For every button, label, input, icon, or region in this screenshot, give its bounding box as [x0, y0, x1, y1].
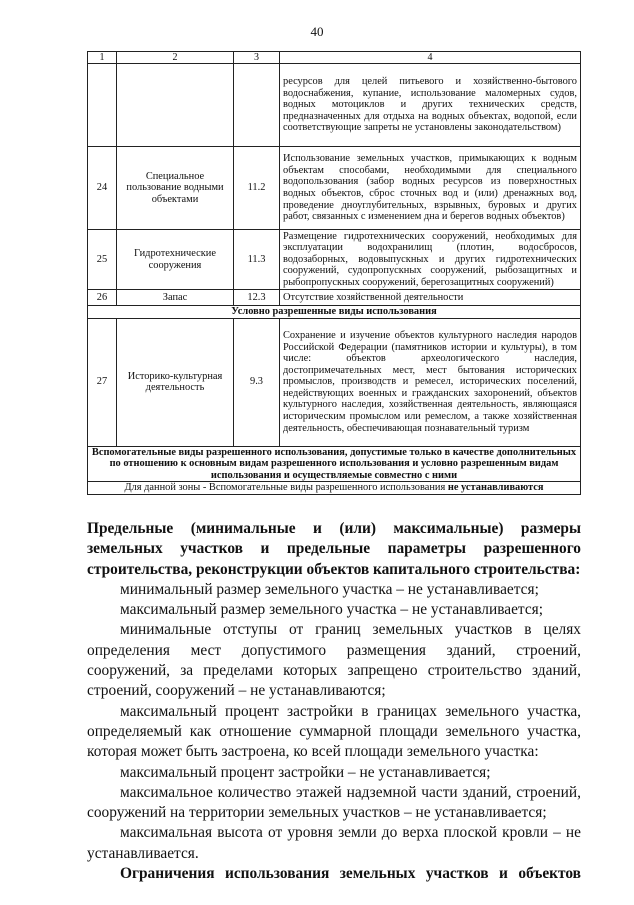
- auxiliary-note-text: Для данной зоны - Вспомогательные виды разрешенного использования: [124, 482, 446, 494]
- row-name: Специальное пользование водными объектами: [117, 147, 234, 230]
- row-description: Размещение гидротехнических сооружений, необходимых для эксплуатации водохранилищ (плотин, водосбросов, водозаборных, водовыпускных и других гидротехнических сооружений, судопропускных сооружений, рыбозащитных и рыбопропускных сооружений, берегозащитных сооружений): [280, 230, 581, 290]
- paragraph: максимальный процент застройки – не устанавливается;: [120, 763, 491, 781]
- section-heading-end: строительства, реконструкции объектов капитального строительства:: [87, 560, 581, 578]
- row-code: [234, 64, 280, 147]
- auxiliary-note: [88, 482, 581, 495]
- land-use-table: [87, 51, 581, 495]
- table-row-continued: [88, 64, 581, 147]
- table-row: [88, 230, 581, 290]
- paragraph: максимальная высота от уровня земли до верха плоской кровли – не устанавливается.: [87, 824, 581, 862]
- row-num: 25: [88, 230, 117, 290]
- auxiliary-note-row: [88, 482, 581, 495]
- auxiliary-header: Вспомогательные виды разрешенного использования, допустимые только в качестве дополнительных по отношению к основным видам разрешенного использования и условно разрешенным видам использования и осуществляемые совместно с ними: [88, 446, 581, 482]
- row-code: 12.3: [234, 290, 280, 306]
- row-name: [117, 64, 234, 147]
- row-description: Использование земельных участков, примыкающих к водным объектам способами, необходимыми для специального водопользования (забор водных ресурсов из поверхностных водных объектов, сброс сточных вод и (или) дренажных вод, проведение дноуглубительных, взрывных, буровых и других работ, связанных с изменением дна и берегов водных объектов): [280, 147, 581, 230]
- section-heading: Предельные (минимальные и (или) максимальные) размеры земельных участков и предельные параметры разрешенного: [87, 520, 581, 558]
- paragraph: максимальное количество этажей надземной части зданий, строений, сооружений на территории земельных участков – не устанавливается;: [87, 783, 581, 822]
- body-text: [87, 519, 581, 884]
- table-header-row: [88, 52, 581, 64]
- section-header: Условно разрешенные виды использования: [88, 306, 581, 319]
- header-cell-3: 3: [234, 52, 280, 64]
- row-description: ресурсов для целей питьевого и хозяйственно-бытового водоснабжения, купание, использование маломерных судов, водных мотоциклов и других технических средств, предназначенных для отдыха на водных объектах, водопой, если соответствующие запреты не установлены законодательством): [280, 64, 581, 147]
- paragraph: максимальный размер земельного участка – не устанавливается;: [120, 601, 544, 619]
- row-name: Гидротехнические сооружения: [117, 230, 234, 290]
- section-header-row: [88, 306, 581, 319]
- row-code: 9.3: [234, 318, 280, 446]
- paragraph: минимальные отступы от границ земельных участков в целях определения мест допустимого размещения зданий, строений, сооружений, за пределами которых запрещено строительство зданий, строений, сооружений – не устанавливаются;: [87, 621, 581, 700]
- paragraph: минимальный размер земельного участка – не устанавливается;: [120, 580, 539, 598]
- section-heading-2: Ограничения использования земельных участков и объектов: [120, 865, 581, 883]
- row-code: 11.3: [234, 230, 280, 290]
- header-cell-1: 1: [88, 52, 117, 64]
- table-row: [88, 318, 581, 446]
- auxiliary-note-bold: не устанавливаются: [447, 482, 544, 494]
- row-description: Отсутствие хозяйственной деятельности: [280, 290, 581, 306]
- row-description: Сохранение и изучение объектов культурного наследия народов Российской Федерации (памятников истории и культуры), в том числе: объектов археологического наследия, достопримечательных мест, мест бытования исторических промыслов, производств и ремесел, исторических поселений, недействующих военных и гражданских захоронений, объектов культурного наследия, хозяйственная деятельность, являющаяся историческим промыслом или ремеслом, а также хозяйственная деятельность, обеспечивающая познавательный туризм: [280, 318, 581, 446]
- table-row: [88, 290, 581, 306]
- row-name: Запас: [117, 290, 234, 306]
- auxiliary-header-row: [88, 446, 581, 482]
- row-code: 11.2: [234, 147, 280, 230]
- row-num: 24: [88, 147, 117, 230]
- row-num: 27: [88, 318, 117, 446]
- row-num: 26: [88, 290, 117, 306]
- row-num: [88, 64, 117, 147]
- paragraph: максимальный процент застройки в границах земельного участка, определяемый как отношение суммарной площади земельного участка, которая может быть застроена, ко всей площади земельного участка:: [87, 702, 581, 761]
- header-cell-4: 4: [280, 52, 581, 64]
- row-name: Историко-культурная деятельность: [117, 318, 234, 446]
- page-number: 40: [310, 24, 324, 39]
- header-cell-2: 2: [117, 52, 234, 64]
- table-row: [88, 147, 581, 230]
